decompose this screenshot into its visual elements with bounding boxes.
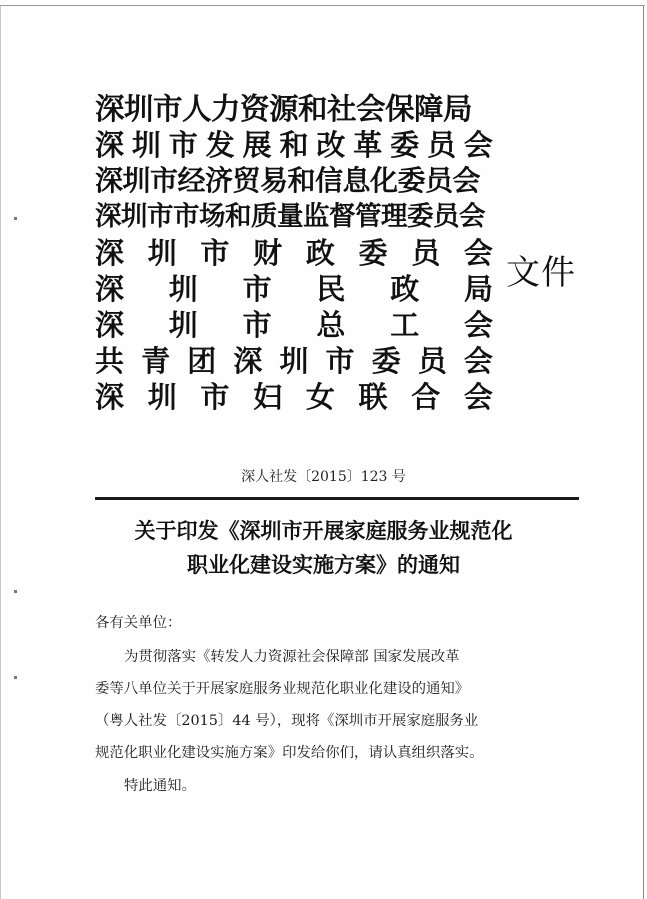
notice-title-line: 关于印发《深圳市开展家庭服务业规范化: [134, 518, 513, 543]
body-paragraph-line: 规范化职业化建设实施方案》印发给你们，请认真组织落实。: [95, 745, 484, 761]
closing-line: 特此通知。: [124, 778, 196, 794]
scan-speck: [14, 676, 17, 679]
body-paragraph-line: （粤人社发〔2015〕44 号），现将《深圳市开展家庭服务业: [95, 713, 479, 729]
issuer-line: 深 圳 市 发 展 和 改 革 委 员 会: [95, 128, 493, 162]
issuer-line: 深圳市经济贸易和信息化委员会: [95, 164, 481, 197]
issuer-line: 深 圳 市 妇 女 联 合 会: [95, 380, 493, 414]
salutation: 各有关单位：: [95, 615, 182, 631]
document-number: 深人社发〔2015〕123 号: [241, 469, 406, 485]
issuer-line: 深圳市人力资源和社会保障局: [95, 91, 473, 126]
scan-edge-left: [0, 6, 1, 899]
issuer-line: 共 青 团 深 圳 市 委 员 会: [95, 344, 493, 378]
body-paragraph-line: 为贯彻落实《转发人力资源社会保障部 国家发展改革: [124, 649, 460, 665]
scan-edge-right: [643, 6, 644, 899]
header-divider: [95, 497, 579, 500]
scan-speck: [14, 217, 17, 220]
scan-speck: [14, 590, 17, 593]
issuer-line: 深圳市市场和质量监督管理委员会: [95, 201, 485, 232]
notice-title-line: 职业化建设实施方案》的通知: [187, 552, 460, 577]
scan-edge-top: [0, 5, 645, 6]
document-type-label: 文件: [506, 253, 576, 293]
body-paragraph-line: 委等八单位关于开展家庭服务业规范化职业化建设的通知》: [95, 681, 470, 697]
notice-title: [60, 514, 587, 582]
issuer-line: 深 圳 市 财 政 委 员 会: [95, 236, 493, 270]
issuer-line: 深 圳 市 民 政 局: [95, 272, 493, 306]
issuer-line: 深 圳 市 总 工 会: [95, 308, 493, 342]
